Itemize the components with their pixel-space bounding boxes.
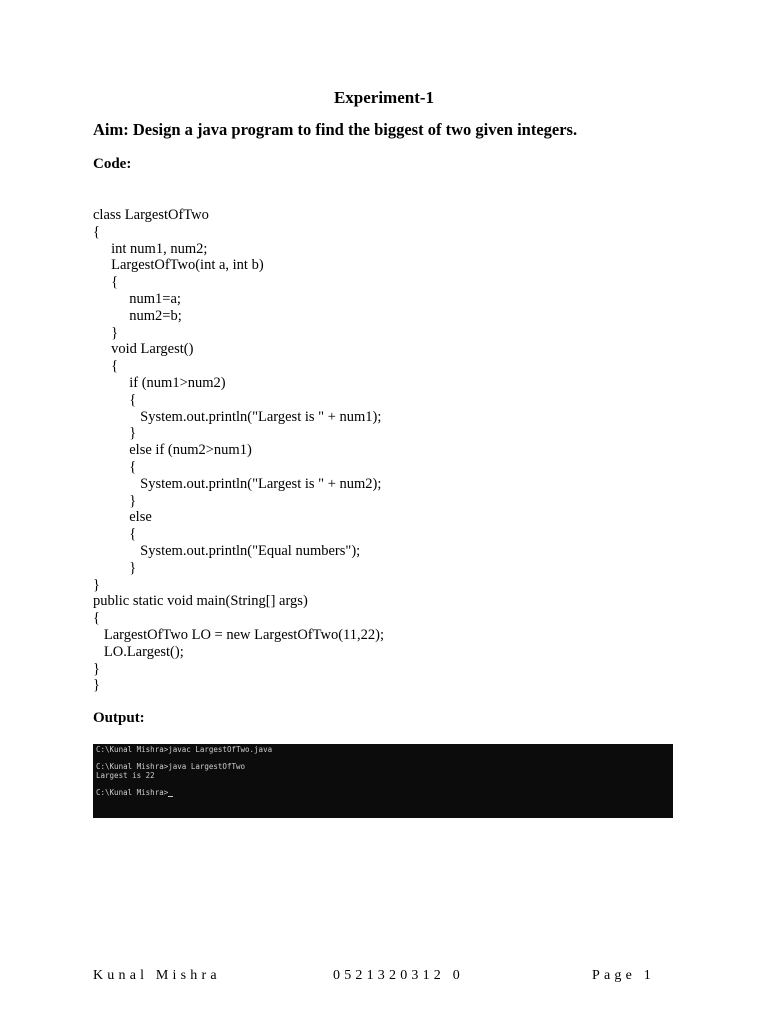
code-line: else xyxy=(93,509,152,526)
code-block xyxy=(93,207,384,694)
code-line: num2=b; xyxy=(93,307,182,324)
terminal-line: C:\Kunal Mishra>javac LargestOfTwo.java xyxy=(96,745,273,754)
code-line: else if (num2>num1) xyxy=(93,442,252,459)
code-line: { xyxy=(93,358,119,375)
code-line: { xyxy=(93,274,119,291)
code-line: class LargestOfTwo xyxy=(93,207,209,223)
code-line: { xyxy=(93,391,137,408)
experiment-title: Experiment-1 xyxy=(333,88,435,107)
terminal-blank-line xyxy=(96,780,670,789)
code-line: if (num1>num2) xyxy=(93,374,226,391)
code-label: Code: xyxy=(93,156,132,172)
footer-page-number: Page 1 xyxy=(592,968,655,983)
code-line: } xyxy=(93,677,100,694)
terminal-prompt-line xyxy=(96,789,670,798)
code-line: System.out.println("Equal numbers"); xyxy=(93,542,361,559)
code-line: LO.Largest(); xyxy=(93,643,184,660)
code-line: num1=a; xyxy=(93,290,181,307)
code-line: } xyxy=(93,576,100,593)
code-line: System.out.println("Largest is " + num1); xyxy=(93,408,382,425)
output-label: Output: xyxy=(93,710,145,726)
code-line: } xyxy=(93,660,100,677)
terminal-prompt: C:\Kunal Mishra> xyxy=(96,787,169,797)
code-line: public static void main(String[] args) xyxy=(93,593,308,610)
code-line: LargestOfTwo LO = new LargestOfTwo(11,22); xyxy=(93,626,384,643)
code-line: int num1, num2; xyxy=(93,240,208,257)
code-line: { xyxy=(93,458,137,475)
code-line: LargestOfTwo(int a, int b) xyxy=(93,257,264,274)
terminal-screenshot xyxy=(93,744,673,818)
terminal-line: Largest is 22 xyxy=(96,770,155,780)
code-line: } xyxy=(93,425,137,442)
terminal-cursor xyxy=(168,796,173,797)
code-line: void Largest() xyxy=(93,341,194,358)
code-line: } xyxy=(93,324,119,341)
code-line: { xyxy=(93,526,137,543)
code-line: } xyxy=(93,559,137,576)
code-line: } xyxy=(93,492,137,509)
footer-author: Kunal Mishra xyxy=(93,968,221,983)
code-line: { xyxy=(93,610,100,627)
footer-roll-number: 0521320312 0 xyxy=(333,968,464,983)
aim-heading: Aim: Design a java program to find the biggest of two given integers. xyxy=(93,120,578,139)
terminal-line: C:\Kunal Mishra>java LargestOfTwo xyxy=(96,762,246,771)
code-line: { xyxy=(93,223,100,240)
code-line: System.out.println("Largest is " + num2); xyxy=(93,475,382,492)
